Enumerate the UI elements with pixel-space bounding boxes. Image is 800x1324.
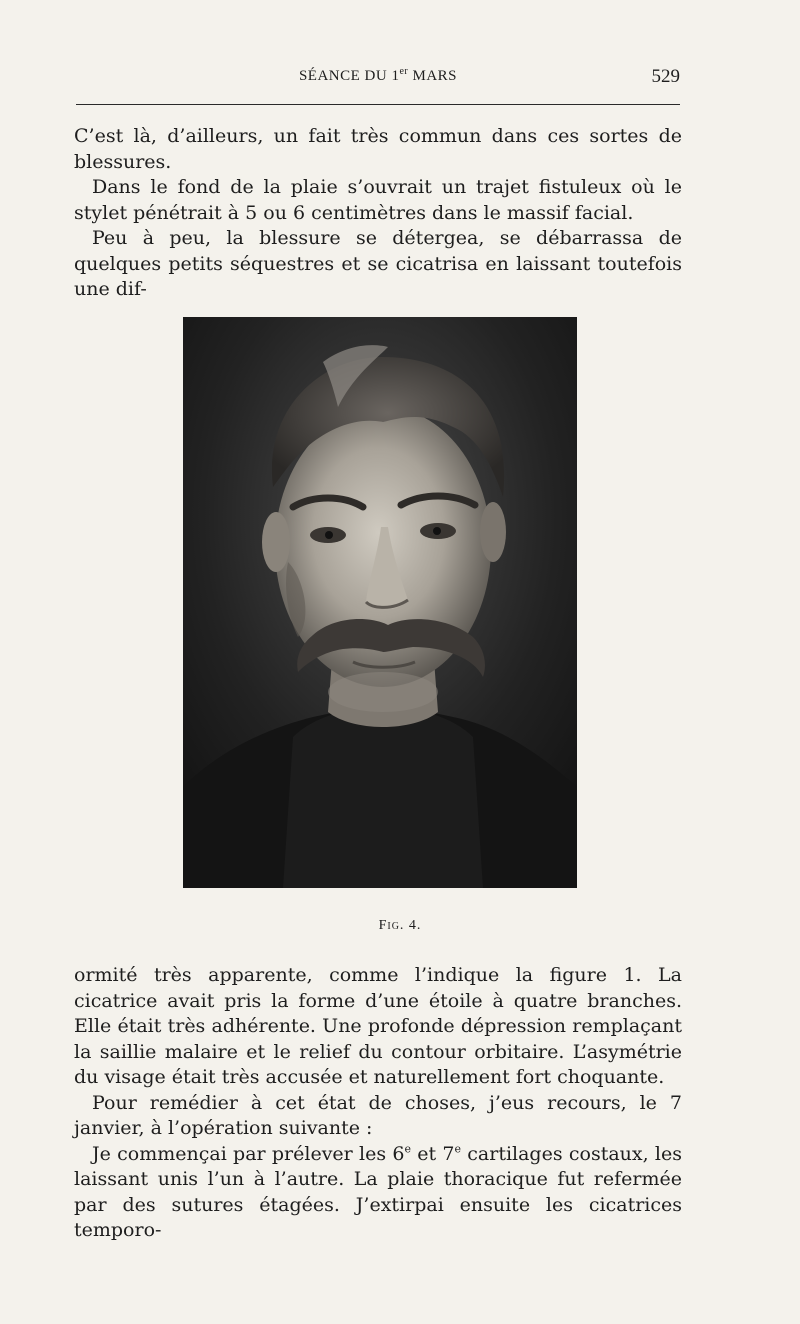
- running-title-ordinal: er: [399, 66, 409, 77]
- ordinal-6: e: [404, 1142, 411, 1156]
- ordinal-7: e: [454, 1142, 461, 1156]
- top-text-block: [74, 124, 682, 303]
- paragraph-4: ormité très apparente, comme l’indique la figure 1. La cicatrice avait pris la forme d’une étoile à quatre branches. Elle était très adhérente. Une profonde dépression remplaçant la saillie malaire et le relief du contour orbitaire. L’asymétrie du visage était très accusée et naturellement fort choquante.: [74, 964, 682, 1088]
- page-number: 529: [651, 66, 680, 87]
- running-title: [76, 68, 680, 85]
- running-title-month: MARS: [412, 68, 458, 84]
- paragraph-1: C’est là, d’ailleurs, un fait très commun dans ces sortes de blessures.: [74, 125, 682, 173]
- figure-photograph: [183, 317, 577, 888]
- page-header: [76, 64, 680, 94]
- header-rule: [76, 104, 680, 105]
- running-title-text: SÉANCE DU: [298, 68, 388, 84]
- paragraph-5: Pour remédier à cet état de choses, j’eus recours, le 7 janvier, à l’opération suivante :: [74, 1091, 682, 1139]
- figure-caption-text: Fig. 4.: [378, 918, 422, 933]
- paragraph-2: Dans le fond de la plaie s’ouvrait un trajet fistuleux où le stylet pénétrait à 5 ou 6 centimètres dans le massif facial.: [74, 176, 682, 224]
- portrait-photo: [183, 317, 577, 888]
- paragraph-3: Peu à peu, la blessure se détergea, se débarrassa de quelques petits séquestres et se cicatrisa en laissant toutefois une dif-: [74, 227, 682, 300]
- paragraph-6-part-c: cartilages costaux, les laissant unis l’un à l’autre. La plaie thoracique fut refermée par des sutures étagées. J’extirpai ensuite les cicatrices temporo-: [74, 1142, 682, 1241]
- figure-caption: [0, 918, 800, 934]
- paragraph-6-part-b: et 7: [410, 1142, 455, 1165]
- running-title-day: 1: [391, 68, 400, 84]
- bottom-text-block: [74, 963, 682, 1244]
- paragraph-6: [74, 1142, 682, 1244]
- paragraph-6-part-a: Je commençai par prélever les 6: [92, 1142, 405, 1165]
